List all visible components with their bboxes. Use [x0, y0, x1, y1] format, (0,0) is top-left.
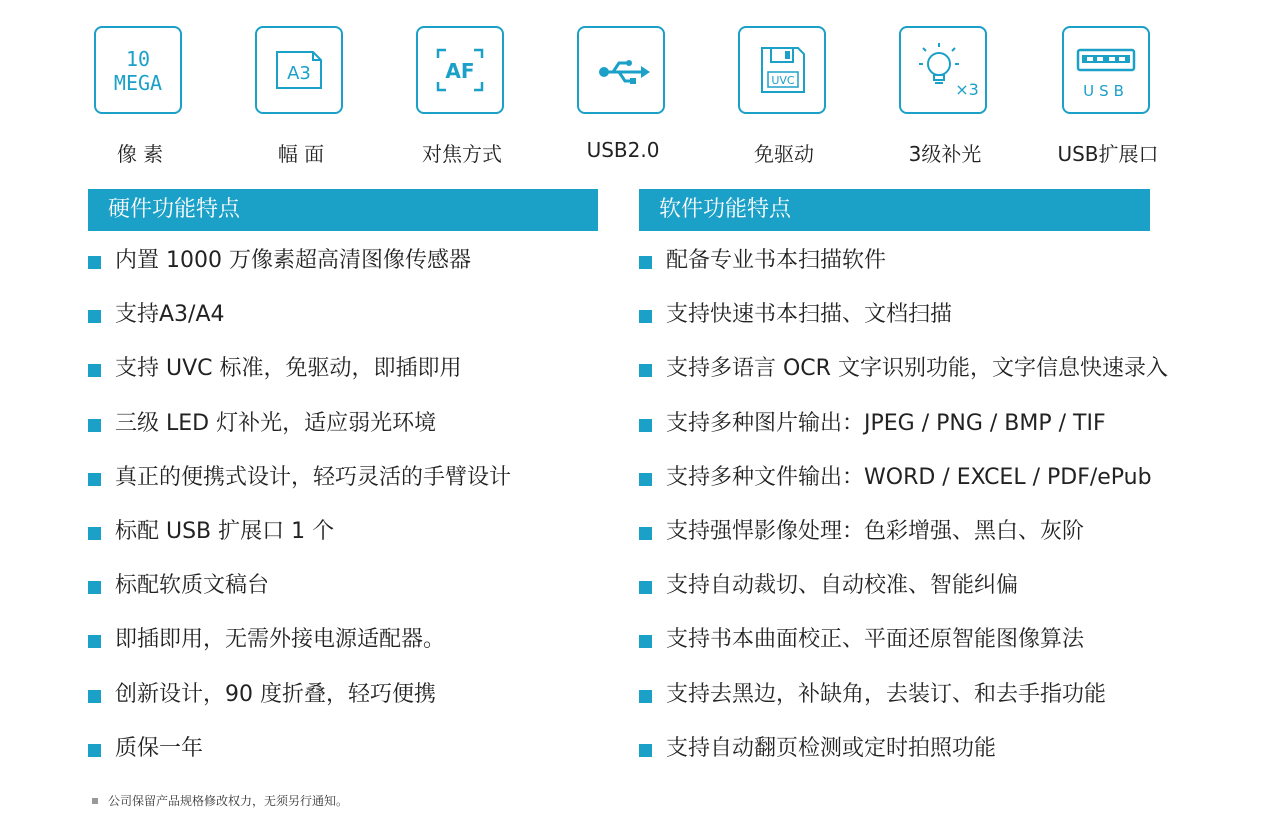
list-item-text: 支持多种图片输出：JPEG / PNG / BMP / TIF — [666, 410, 1106, 436]
list-item — [639, 668, 1168, 722]
list-item — [639, 451, 1168, 505]
feature-label: 免驱动 — [754, 142, 814, 166]
list-item — [88, 722, 511, 776]
list-item — [88, 668, 511, 722]
list-item-text: 配备专业书本扫描软件 — [666, 248, 887, 273]
list-item — [88, 613, 511, 667]
list-item — [88, 451, 511, 505]
svg-text:AF: AF — [445, 59, 475, 83]
feature-label: 幅 面 — [277, 142, 325, 166]
square-bullet-icon — [88, 527, 101, 540]
footnote — [92, 792, 348, 809]
feature-label: 像 素 — [116, 142, 164, 166]
list-item — [88, 288, 511, 342]
list-item-text: 支持多种文件输出：WORD / EXCEL / PDF/ePub — [666, 464, 1152, 490]
svg-text:USB: USB — [1083, 82, 1129, 100]
list-item-text: 支持A3/A4 — [115, 302, 225, 328]
square-bullet-icon — [639, 310, 652, 323]
feature-label: 对焦方式 — [422, 142, 502, 166]
svg-text:10: 10 — [125, 47, 151, 71]
usb-icon — [577, 26, 665, 114]
list-item-text: 支持多语言 OCR 文字识别功能，文字信息快速录入 — [666, 356, 1168, 382]
list-item-text: 创新设计，90 度折叠，轻巧便携 — [115, 681, 436, 707]
list-item-text: 标配 USB 扩展口 1 个 — [115, 518, 335, 544]
list-item — [639, 397, 1168, 451]
list-item — [88, 505, 511, 559]
square-bullet-icon — [88, 256, 101, 269]
software-feature-list — [639, 234, 1168, 776]
list-item — [88, 397, 511, 451]
list-item-text: 支持去黑边，补缺角，去装订、和去手指功能 — [666, 681, 1107, 707]
list-item — [639, 342, 1168, 396]
list-item-text: 支持 UVC 标准，免驱动，即插即用 — [115, 356, 462, 382]
hardware-feature-list — [88, 234, 511, 776]
feature-label: USB扩展口 — [1057, 142, 1159, 166]
list-item — [639, 288, 1168, 342]
svg-text:MEGA: MEGA — [113, 71, 163, 95]
square-bullet-icon — [639, 419, 652, 432]
square-bullet-icon — [639, 744, 652, 757]
square-bullet-icon — [88, 364, 101, 377]
usb-port-icon — [1062, 26, 1150, 114]
square-bullet-icon — [639, 635, 652, 648]
square-bullet-icon — [639, 364, 652, 377]
list-item-text: 质保一年 — [115, 735, 204, 761]
square-bullet-icon — [88, 690, 101, 703]
list-item — [639, 559, 1168, 613]
list-item — [639, 234, 1168, 288]
list-item-text: 标配软质文稿台 — [115, 573, 270, 599]
list-item — [88, 234, 511, 288]
square-bullet-icon — [88, 473, 101, 486]
list-item-text: 支持快速书本扫描、文档扫描 — [666, 302, 953, 328]
feature-icon-row — [0, 26, 1280, 176]
square-bullet-icon — [639, 690, 652, 703]
list-item-text: 支持自动翻页检测或定时拍照功能 — [666, 735, 997, 761]
list-item-text: 三级 LED 灯补光，适应弱光环境 — [115, 410, 437, 436]
square-bullet-icon — [639, 581, 652, 594]
feature-label: 3级补光 — [908, 142, 982, 166]
list-item-text: 支持自动裁切、自动校准、智能纠偏 — [666, 573, 1019, 599]
list-item-text: 真正的便携式设计，轻巧灵活的手臂设计 — [115, 464, 512, 490]
list-item — [88, 342, 511, 396]
square-bullet-icon — [88, 744, 101, 757]
list-item — [639, 722, 1168, 776]
lightbulb-x3-icon — [899, 26, 987, 114]
svg-text:×3: ×3 — [955, 80, 979, 99]
list-item — [639, 505, 1168, 559]
a3-icon — [255, 26, 343, 114]
svg-text:A3: A3 — [287, 63, 311, 84]
list-item-text: 即插即用，无需外接电源适配器。 — [115, 627, 446, 653]
list-item-text: 支持强悍影像处理：色彩增强、黑白、灰阶 — [666, 518, 1085, 544]
10-mega-icon — [94, 26, 182, 114]
square-bullet-icon — [88, 635, 101, 648]
list-item — [88, 559, 511, 613]
list-item — [639, 613, 1168, 667]
square-bullet-icon — [639, 473, 652, 486]
square-bullet-icon — [88, 310, 101, 323]
square-bullet-icon — [639, 527, 652, 540]
svg-text:UVC: UVC — [771, 74, 795, 87]
software-section-title: 软件功能特点 — [639, 189, 1150, 231]
square-bullet-icon — [88, 419, 101, 432]
feature-label: USB2.0 — [586, 138, 660, 162]
square-bullet-icon — [88, 581, 101, 594]
list-item-text: 支持书本曲面校正、平面还原智能图像算法 — [666, 627, 1085, 653]
square-bullet-icon — [639, 256, 652, 269]
footnote-text: 公司保留产品规格修改权力，无须另行通知。 — [108, 794, 349, 808]
floppy-uvc-icon — [738, 26, 826, 114]
footnote-bullet-icon — [92, 798, 98, 804]
hardware-section-title: 硬件功能特点 — [88, 189, 598, 231]
list-item-text: 内置 1000 万像素超高清图像传感器 — [115, 248, 471, 273]
af-icon — [416, 26, 504, 114]
